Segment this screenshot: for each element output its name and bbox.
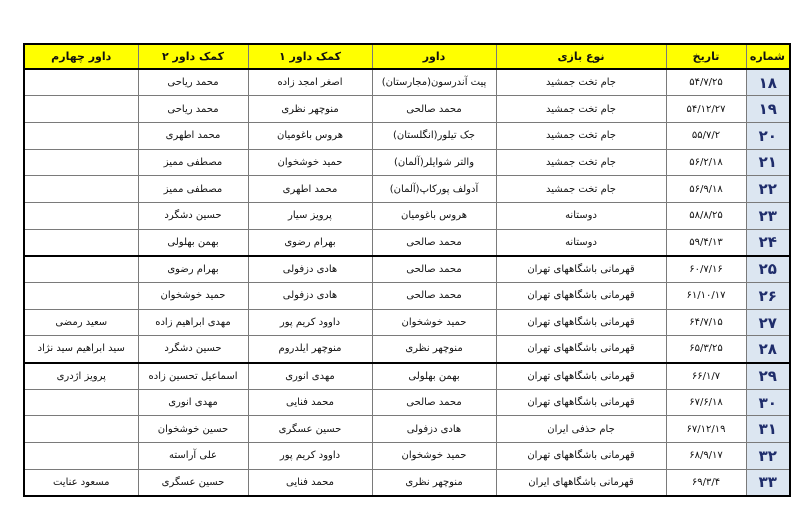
- row-number: ۲۰: [746, 122, 790, 149]
- row-assistant-2: مصطفی ممیز: [138, 149, 248, 176]
- row-assistant-2: بهمن بهلولی: [138, 229, 248, 256]
- row-match-type: دوستانه: [496, 229, 666, 256]
- row-assistant-1: هادی دزفولی: [248, 283, 372, 310]
- row-assistant-1: اصغر امجد زاده: [248, 69, 372, 96]
- table-row: [24, 69, 790, 96]
- row-date: ۶۴/۷/۱۵: [666, 309, 746, 336]
- row-match-type: دوستانه: [496, 202, 666, 229]
- row-referee: محمد صالحی: [372, 229, 496, 256]
- row-match-type: جام تخت جمشید: [496, 96, 666, 123]
- header-date: تاریخ: [666, 44, 746, 69]
- row-fourth-official: [24, 229, 138, 256]
- row-match-type: قهرمانی باشگاههای تهران: [496, 283, 666, 310]
- row-date: ۵۹/۴/۱۳: [666, 229, 746, 256]
- header-assistant-1: کمک داور ۱: [248, 44, 372, 69]
- row-referee: بهمن بهلولی: [372, 363, 496, 390]
- row-assistant-1: محمد فنایی: [248, 469, 372, 496]
- row-referee: محمد صالحی: [372, 96, 496, 123]
- row-referee: پیت آندرسون(مجارستان): [372, 69, 496, 96]
- row-referee: والتر شوایلر(آلمان): [372, 149, 496, 176]
- table-row: [24, 202, 790, 229]
- row-assistant-2: مصطفی ممیز: [138, 176, 248, 203]
- row-fourth-official: مسعود عنایت: [24, 469, 138, 496]
- header-assistant-2: کمک داور ۲: [138, 44, 248, 69]
- row-referee: منوچهر نظری: [372, 336, 496, 363]
- row-assistant-2: محمد ریاحی: [138, 96, 248, 123]
- table-row: [24, 309, 790, 336]
- row-fourth-official: [24, 202, 138, 229]
- row-date: ۵۶/۲/۱۸: [666, 149, 746, 176]
- row-match-type: قهرمانی باشگاههای تهران: [496, 443, 666, 470]
- row-assistant-1: داوود کریم پور: [248, 443, 372, 470]
- row-assistant-2: علی آراسته: [138, 443, 248, 470]
- row-assistant-2: محمد اطهری: [138, 122, 248, 149]
- row-number: ۳۰: [746, 389, 790, 416]
- row-number: ۲۸: [746, 336, 790, 363]
- row-assistant-1: محمد اطهری: [248, 176, 372, 203]
- row-referee: حمید خوشخوان: [372, 309, 496, 336]
- row-date: ۵۴/۱۲/۲۷: [666, 96, 746, 123]
- row-fourth-official: سید ابراهیم سید نژاد: [24, 336, 138, 363]
- table-row: [24, 96, 790, 123]
- table-row: [24, 176, 790, 203]
- table-row: [24, 416, 790, 443]
- row-referee: جک تیلور(انگلستان): [372, 122, 496, 149]
- row-match-type: قهرمانی باشگاههای تهران: [496, 363, 666, 390]
- row-assistant-2: حسین خوشخوان: [138, 416, 248, 443]
- row-number: ۱۸: [746, 69, 790, 96]
- row-match-type: جام تخت جمشید: [496, 69, 666, 96]
- row-assistant-1: حسین عسگری: [248, 416, 372, 443]
- row-date: ۶۷/۱۲/۱۹: [666, 416, 746, 443]
- row-assistant-2: محمد ریاحی: [138, 69, 248, 96]
- row-date: ۵۸/۸/۲۵: [666, 202, 746, 229]
- row-assistant-1: منوچهر نظری: [248, 96, 372, 123]
- row-number: ۲۶: [746, 283, 790, 310]
- row-date: ۵۵/۷/۲: [666, 122, 746, 149]
- row-date: ۶۷/۶/۱۸: [666, 389, 746, 416]
- row-number: ۳۱: [746, 416, 790, 443]
- row-number: ۲۳: [746, 202, 790, 229]
- row-match-type: قهرمانی باشگاههای تهران: [496, 256, 666, 283]
- row-number: ۲۹: [746, 363, 790, 390]
- row-assistant-2: اسماعیل تحسین زاده: [138, 363, 248, 390]
- table-row: [24, 256, 790, 283]
- row-date: ۶۱/۱۰/۱۷: [666, 283, 746, 310]
- row-fourth-official: [24, 176, 138, 203]
- row-number: ۲۴: [746, 229, 790, 256]
- row-assistant-1: مهدی انوری: [248, 363, 372, 390]
- header-referee: داور: [372, 44, 496, 69]
- table-row: [24, 469, 790, 496]
- row-number: ۲۵: [746, 256, 790, 283]
- row-fourth-official: [24, 443, 138, 470]
- row-fourth-official: [24, 149, 138, 176]
- row-assistant-1: هروس باغومیان: [248, 122, 372, 149]
- row-assistant-2: حسین عسگری: [138, 469, 248, 496]
- row-date: ۶۹/۳/۴: [666, 469, 746, 496]
- row-assistant-2: مهدی ابراهیم زاده: [138, 309, 248, 336]
- table-row: [24, 443, 790, 470]
- row-date: ۵۴/۷/۲۵: [666, 69, 746, 96]
- row-number: ۲۱: [746, 149, 790, 176]
- row-fourth-official: [24, 122, 138, 149]
- row-assistant-1: پرویز سیار: [248, 202, 372, 229]
- row-assistant-1: بهرام رضوی: [248, 229, 372, 256]
- row-match-type: جام تخت جمشید: [496, 176, 666, 203]
- row-assistant-1: هادی دزفولی: [248, 256, 372, 283]
- table-row: [24, 122, 790, 149]
- table-row: [24, 229, 790, 256]
- row-fourth-official: پرویز اژدری: [24, 363, 138, 390]
- row-referee: محمد صالحی: [372, 256, 496, 283]
- row-match-type: جام تخت جمشید: [496, 122, 666, 149]
- row-assistant-1: حمید خوشخوان: [248, 149, 372, 176]
- row-match-type: جام حذفی ایران: [496, 416, 666, 443]
- row-assistant-1: داوود کریم پور: [248, 309, 372, 336]
- row-date: ۵۶/۹/۱۸: [666, 176, 746, 203]
- row-referee: حمید خوشخوان: [372, 443, 496, 470]
- referees-table: [23, 43, 791, 497]
- header-number: شماره: [746, 44, 790, 69]
- row-date: ۶۶/۱/۷: [666, 363, 746, 390]
- table-row: [24, 363, 790, 390]
- row-fourth-official: [24, 389, 138, 416]
- row-date: ۶۰/۷/۱۶: [666, 256, 746, 283]
- row-date: ۶۵/۳/۲۵: [666, 336, 746, 363]
- row-number: ۲۷: [746, 309, 790, 336]
- row-referee: محمد صالحی: [372, 283, 496, 310]
- table-row: [24, 283, 790, 310]
- table-row: [24, 149, 790, 176]
- table-row: [24, 389, 790, 416]
- row-number: ۱۹: [746, 96, 790, 123]
- row-assistant-2: حسین دشگرد: [138, 336, 248, 363]
- row-assistant-2: مهدی انوری: [138, 389, 248, 416]
- row-referee: هروس باغومیان: [372, 202, 496, 229]
- row-assistant-1: منوچهر ایلدروم: [248, 336, 372, 363]
- row-match-type: قهرمانی باشگاههای تهران: [496, 336, 666, 363]
- row-assistant-2: بهرام رضوی: [138, 256, 248, 283]
- row-number: ۳۲: [746, 443, 790, 470]
- row-referee: آدولف پورکاپ(آلمان): [372, 176, 496, 203]
- table-header-row: [24, 44, 790, 69]
- row-match-type: قهرمانی باشگاههای تهران: [496, 389, 666, 416]
- row-assistant-2: حمید خوشخوان: [138, 283, 248, 310]
- header-fourth-official: داور چهارم: [24, 44, 138, 69]
- table-row: [24, 336, 790, 363]
- row-referee: محمد صالحی: [372, 389, 496, 416]
- row-fourth-official: [24, 283, 138, 310]
- row-referee: هادی دزفولی: [372, 416, 496, 443]
- header-match-type: نوع بازی: [496, 44, 666, 69]
- row-number: ۳۳: [746, 469, 790, 496]
- row-referee: منوچهر نظری: [372, 469, 496, 496]
- row-assistant-1: محمد فنایی: [248, 389, 372, 416]
- row-number: ۲۲: [746, 176, 790, 203]
- row-fourth-official: [24, 256, 138, 283]
- row-fourth-official: [24, 416, 138, 443]
- row-match-type: قهرمانی باشگاههای ایران: [496, 469, 666, 496]
- row-assistant-2: حسین دشگرد: [138, 202, 248, 229]
- row-fourth-official: [24, 69, 138, 96]
- row-match-type: قهرمانی باشگاههای تهران: [496, 309, 666, 336]
- row-date: ۶۸/۹/۱۷: [666, 443, 746, 470]
- row-match-type: جام تخت جمشید: [496, 149, 666, 176]
- row-fourth-official: [24, 96, 138, 123]
- row-fourth-official: سعید رمضی: [24, 309, 138, 336]
